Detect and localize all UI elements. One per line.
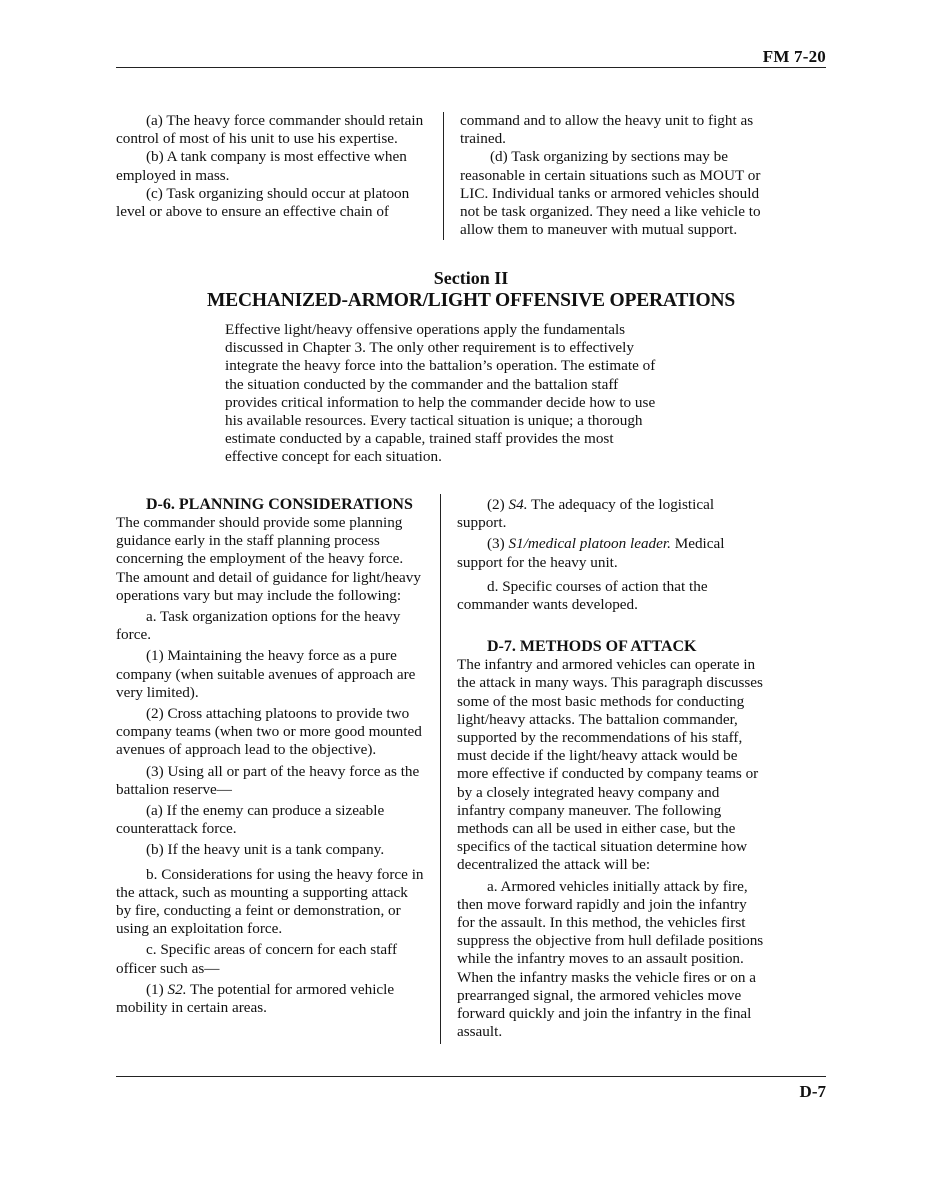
s1-number: (3)	[487, 535, 505, 553]
d7-lead: The infantry and armored vehicles can operate in the attack in many ways. This paragraph discusses some of the most basic methods for conducting light/heavy attacks. The battalion commander, supported by the recommendations of his staff, must decide if the light/heavy attack would be more effective if conducted by company teams or by a closely integrated heavy company and infantry company maneuver. The following methods can all be used in either case, but the specifics of the tactical situation determine how decentralized the attack will be:	[457, 656, 763, 874]
section-intro: Effective light/heavy offensive operations apply the fundamentals discussed in Chapter 3. The only other requirement is to effectively integrate the heavy force into the battalion’s operation. The estimate of the situation conducted by the commander and the battalion staff provides critical information to help the commander decide how to use his available resources. Every tactical situation is unique; a thorough estimate conducted by a capable, trained staff provides the most effective concept for each situation.	[225, 321, 656, 466]
paragraph-d: (d) Task organizing by sections may be reasonable in certain situations such as MOUT or LIC. Individual tanks or armored vehicles should not be task organized. They need a like vehicle to allow them to maneuver with mutual support.	[460, 148, 761, 239]
top-divider	[443, 112, 444, 240]
d6-item-s2	[116, 981, 426, 1017]
s4-label: S4.	[508, 496, 528, 513]
d6-item-c: c. Specific areas of concern for each staff officer such as—	[116, 941, 398, 977]
d6-item-2: (2) Cross attaching platoons to provide two company teams (when two or more good mounted avenues of approach lead to the objective).	[116, 705, 422, 759]
paragraph-a: (a) The heavy force commander should retain control of most of his unit to use his expertise.	[116, 112, 424, 148]
s1-label: S1/medical platoon leader.	[508, 535, 671, 553]
s2-text: The potential for armored vehicle mobility in certain areas.	[116, 980, 395, 1017]
page-number: D-7	[799, 1082, 826, 1101]
d6-heading: D-6. PLANNING CONSIDERATIONS	[146, 496, 413, 513]
d6-item-s4	[457, 496, 767, 532]
top-right-column	[460, 112, 772, 239]
s4-number: (2)	[487, 496, 505, 513]
d6-item-d: d. Specific courses of action that the commander wants developed.	[457, 577, 708, 614]
continuation-text: command and to allow the heavy unit to fight as trained.	[460, 112, 754, 148]
s1-text: Medical support for the heavy unit.	[457, 535, 725, 571]
d6-item-a: a. Task organization options for the heavy force.	[116, 608, 401, 644]
d7-column	[457, 496, 767, 1041]
d6-item-3b: (b) If the heavy unit is a tank company.	[146, 841, 385, 859]
doc-id: FM 7-20	[762, 47, 826, 66]
s2-label: S2.	[167, 980, 187, 998]
d6-column	[116, 496, 426, 1017]
d6-item-s1	[457, 535, 767, 571]
d6-item-3a: (a) If the enemy can produce a sizeable counterattack force.	[116, 802, 385, 838]
s2-number: (1)	[146, 980, 164, 998]
d7-heading: D-7. METHODS OF ATTACK	[487, 638, 697, 656]
d6-item-1: (1) Maintaining the heavy force as a pure company (when suitable avenues of approach are very limited).	[116, 647, 416, 701]
footer-rule	[116, 1076, 826, 1077]
section-heading: MECHANIZED-ARMOR/LIGHT OFFENSIVE OPERATIONS	[206, 290, 736, 311]
paragraph-c: (c) Task organizing should occur at platoon level or above to ensure an effective chain of	[116, 184, 410, 221]
d6-item-b: b. Considerations for using the heavy force in the attack, such as mounting a supporting attack by fire, conducting a feint or demonstration, or using an exploitation force.	[116, 865, 424, 938]
d6-lead: The commander should provide some planning guidance early in the staff planning process concerning the employment of the heavy force. The amount and detail of guidance for light/heavy operations vary but may include the following:	[116, 514, 421, 604]
section-label: Section II	[433, 268, 509, 288]
section-title-block	[116, 268, 826, 312]
lower-divider	[440, 494, 441, 1044]
header-rule	[116, 67, 826, 68]
d6-item-3: (3) Using all or part of the heavy force as the battalion reserve—	[116, 762, 420, 798]
d7-item-a: a. Armored vehicles initially attack by fire, then move forward rapidly and join the infantry for the assault. In this method, the vehicles first suppress the objective from hull defilade positions while the infantry moves to an assault position. When the infantry masks the vehicle fires or on a prearranged signal, the armored vehicles move forward quickly and join the infantry in the final assault.	[457, 877, 764, 1041]
top-left-column	[116, 112, 425, 221]
s4-text: The adequacy of the logistical support.	[457, 496, 715, 532]
paragraph-b: (b) A tank company is most effective when employed in mass.	[116, 148, 407, 184]
